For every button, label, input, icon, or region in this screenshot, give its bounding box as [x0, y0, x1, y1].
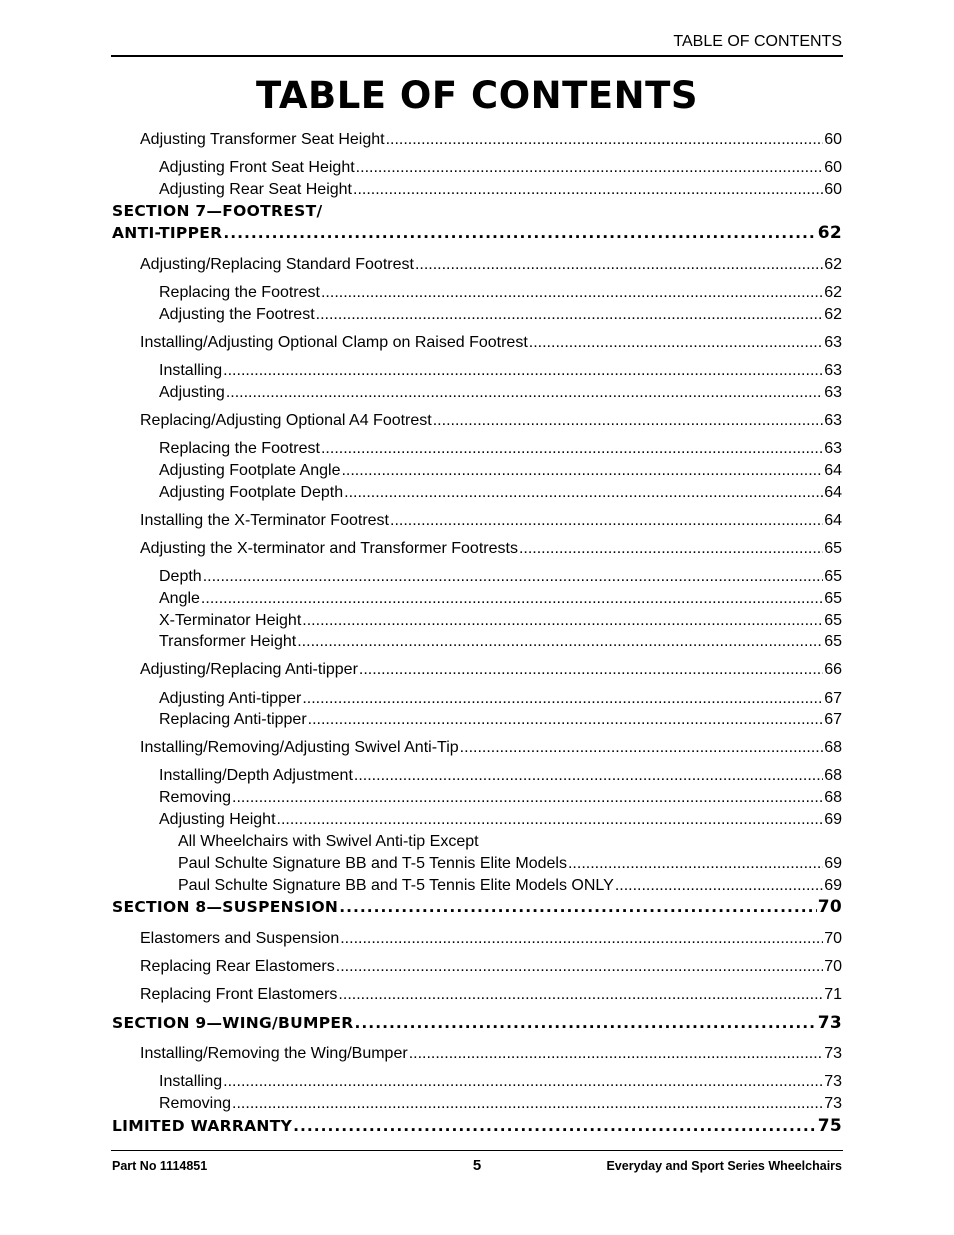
- running-header: TABLE OF CONTENTS: [673, 33, 842, 50]
- page-title: TABLE OF CONTENTS: [256, 74, 698, 117]
- dot-leader: [353, 180, 823, 200]
- toc-entry-page: 65: [824, 540, 842, 557]
- dot-leader: [615, 876, 823, 896]
- dot-leader: [302, 611, 823, 631]
- toc-entry-page: 73: [824, 1095, 842, 1112]
- toc-entry[interactable]: [140, 255, 842, 275]
- dot-leader: [223, 361, 823, 381]
- toc-entry[interactable]: [140, 130, 842, 150]
- toc-entry-label: Adjusting the X-terminator and Transformer Footrests: [140, 540, 518, 557]
- toc-entry-page: 63: [824, 412, 842, 429]
- dot-leader: [316, 305, 824, 325]
- toc-entry-label: Installing: [159, 1073, 223, 1090]
- toc-entry-page: 60: [824, 131, 842, 148]
- toc-entry-label: Adjusting: [159, 384, 225, 401]
- toc-entry[interactable]: [159, 810, 842, 830]
- dot-leader: [232, 788, 823, 808]
- toc-entry-label: Installing/Depth Adjustment: [159, 767, 353, 784]
- toc-entry[interactable]: [159, 611, 842, 631]
- dot-leader: [321, 283, 823, 303]
- toc-section-entry[interactable]: [112, 222, 842, 244]
- dot-leader: [529, 333, 823, 353]
- dot-leader: [277, 810, 824, 830]
- toc-entry-page: 67: [824, 711, 842, 728]
- toc-entry-page: 65: [824, 633, 842, 650]
- toc-entry-page: 62: [817, 223, 842, 243]
- toc-entry[interactable]: [159, 1094, 842, 1114]
- toc-entry[interactable]: [178, 876, 842, 896]
- toc-entry-page: 73: [824, 1073, 842, 1090]
- toc-entry-label: Adjusting Anti-tipper: [159, 690, 302, 707]
- toc-entry-label: Installing/Removing/Adjusting Swivel Anti-Tip: [140, 739, 459, 756]
- dot-leader: [201, 589, 823, 609]
- toc-entry-page: 64: [824, 512, 842, 529]
- toc-entry-page: 66: [824, 661, 842, 678]
- toc-entry[interactable]: [159, 283, 842, 303]
- toc-entry[interactable]: [159, 567, 842, 587]
- toc-entry-label: Replacing Anti-tipper: [159, 711, 307, 728]
- toc-entry[interactable]: [159, 710, 842, 730]
- toc-entry[interactable]: [140, 738, 842, 758]
- toc-entry-label: Adjusting the Footrest: [159, 306, 315, 323]
- dot-leader: [338, 985, 823, 1005]
- dot-leader: [356, 158, 824, 178]
- toc-entry-label: Adjusting Footplate Depth: [159, 484, 344, 501]
- toc-entry-page: 64: [824, 462, 842, 479]
- toc-entry-page: 63: [824, 334, 842, 351]
- toc-section-entry[interactable]: [112, 896, 842, 918]
- toc-entry[interactable]: [140, 660, 842, 680]
- toc-entry[interactable]: [159, 361, 842, 381]
- dot-leader: [519, 539, 823, 559]
- toc-entry-page: 64: [824, 484, 842, 501]
- toc-entry-label: Installing the X-Terminator Footrest: [140, 512, 389, 529]
- dot-leader: [223, 1072, 823, 1092]
- toc-entry-page: 75: [817, 1116, 842, 1136]
- toc-entry-page: 65: [824, 590, 842, 607]
- toc-entry-page: 63: [824, 362, 842, 379]
- toc-entry-label: Depth: [159, 568, 202, 585]
- toc-entry[interactable]: [159, 305, 842, 325]
- toc-entry-page: 65: [824, 568, 842, 585]
- toc-entry-label: Installing: [159, 362, 223, 379]
- toc-entry-label: Replacing/Adjusting Optional A4 Footrest: [140, 412, 432, 429]
- dot-leader: [460, 738, 824, 758]
- toc-entry[interactable]: [159, 589, 842, 609]
- dot-leader: [568, 854, 823, 874]
- toc-entry-page: 65: [824, 612, 842, 629]
- toc-entry[interactable]: [140, 333, 842, 353]
- dot-leader: [223, 222, 816, 244]
- dot-leader: [293, 1115, 817, 1137]
- dot-leader: [203, 567, 824, 587]
- dot-leader: [409, 1044, 824, 1064]
- dot-leader: [359, 660, 823, 680]
- dot-leader: [433, 411, 823, 431]
- toc-entry-page: 62: [824, 284, 842, 301]
- footer-part-number: Part No 1114851: [112, 1159, 208, 1173]
- toc-entry-page: 62: [824, 306, 842, 323]
- dot-leader: [415, 255, 823, 275]
- toc-entry[interactable]: [140, 1044, 842, 1064]
- toc-entry-label: Removing: [159, 1095, 232, 1112]
- dot-leader: [226, 383, 823, 403]
- toc-entry-label: Installing/Removing the Wing/Bumper: [140, 1045, 408, 1062]
- toc-entry-page: 70: [824, 930, 842, 947]
- toc-entry-page: 69: [824, 877, 842, 894]
- toc-entry-page: 73: [824, 1045, 842, 1062]
- toc-entry[interactable]: [159, 158, 842, 178]
- dot-leader: [386, 130, 824, 150]
- toc-entry[interactable]: [159, 632, 842, 652]
- toc-entry-label: Installing/Adjusting Optional Clamp on Raised Footrest: [140, 334, 528, 351]
- toc-entry-label: Replacing Rear Elastomers: [140, 958, 335, 975]
- toc-entry-label: Replacing the Footrest: [159, 440, 320, 457]
- toc-entry[interactable]: [140, 985, 842, 1005]
- toc-entry[interactable]: [140, 929, 842, 949]
- dot-leader: [297, 632, 823, 652]
- toc-entry[interactable]: [159, 689, 842, 709]
- toc-entry-label: Replacing the Footrest: [159, 284, 320, 301]
- toc-entry-page: 67: [824, 690, 842, 707]
- dot-leader: [390, 511, 823, 531]
- toc-entry-page: 60: [824, 181, 842, 198]
- dot-leader: [341, 461, 823, 481]
- toc-entry-page: 63: [824, 440, 842, 457]
- section-heading-line: SECTION 7—FOOTREST/: [112, 202, 323, 220]
- dot-leader: [308, 710, 824, 730]
- dot-leader: [354, 766, 823, 786]
- toc-entry-label: SECTION 9—WING/BUMPER: [112, 1014, 354, 1032]
- dot-leader: [339, 896, 817, 918]
- toc-entry[interactable]: [159, 180, 842, 200]
- toc-entry-label: Adjusting/Replacing Standard Footrest: [140, 256, 414, 273]
- toc-entry-label: ANTI-TIPPER: [112, 224, 223, 242]
- toc-entry-page: 68: [824, 767, 842, 784]
- footer-rule: [111, 1150, 843, 1151]
- toc-entry-page: 68: [824, 739, 842, 756]
- toc-entry-label: Adjusting Front Seat Height: [159, 159, 355, 176]
- toc-entry[interactable]: [159, 1072, 842, 1092]
- toc-entry-label: SECTION 8—SUSPENSION: [112, 898, 339, 916]
- toc-subheading-line: All Wheelchairs with Swivel Anti-tip Except: [178, 833, 479, 850]
- toc-entry[interactable]: [140, 511, 842, 531]
- toc-entry[interactable]: [140, 411, 842, 431]
- dot-leader: [232, 1094, 823, 1114]
- toc-section-entry[interactable]: [112, 1115, 842, 1137]
- toc-entry-label: Adjusting/Replacing Anti-tipper: [140, 661, 358, 678]
- toc-entry-label: Adjusting Footplate Angle: [159, 462, 341, 479]
- toc-entry[interactable]: [159, 461, 842, 481]
- toc-entry-label: Replacing Front Elastomers: [140, 986, 338, 1003]
- toc-entry-label: X-Terminator Height: [159, 612, 302, 629]
- toc-entry[interactable]: [140, 539, 842, 559]
- toc-entry-page: 69: [824, 811, 842, 828]
- toc-entry[interactable]: [159, 788, 842, 808]
- toc-entry-label: Adjusting Rear Seat Height: [159, 181, 352, 198]
- dot-leader: [344, 483, 823, 503]
- footer-product-name: Everyday and Sport Series Wheelchairs: [606, 1159, 842, 1173]
- toc-entry-page: 62: [824, 256, 842, 273]
- toc-entry-label: Adjusting Transformer Seat Height: [140, 131, 385, 148]
- toc-entry-page: 70: [817, 897, 842, 917]
- toc-entry-page: 63: [824, 384, 842, 401]
- toc-entry-label: Adjusting Height: [159, 811, 276, 828]
- toc-entry-page: 73: [817, 1013, 842, 1033]
- toc-entry[interactable]: [159, 766, 842, 786]
- toc-entry[interactable]: [159, 383, 842, 403]
- dot-leader: [302, 689, 823, 709]
- toc-entry-label: LIMITED WARRANTY: [112, 1117, 293, 1135]
- toc-entry-page: 71: [824, 986, 842, 1003]
- toc-entry-label: Transformer Height: [159, 633, 297, 650]
- toc-entry[interactable]: [140, 957, 842, 977]
- dot-leader: [336, 957, 823, 977]
- toc-entry-label: Removing: [159, 789, 232, 806]
- toc-entry[interactable]: [159, 439, 842, 459]
- dot-leader: [340, 929, 823, 949]
- footer-page-number: 5: [472, 1157, 482, 1174]
- toc-entry[interactable]: [159, 483, 842, 503]
- header-rule: [111, 55, 843, 57]
- toc-entry-label: Elastomers and Suspension: [140, 930, 340, 947]
- toc-entry-page: 70: [824, 958, 842, 975]
- dot-leader: [321, 439, 823, 459]
- toc-entry-label: Paul Schulte Signature BB and T-5 Tennis Elite Models: [178, 855, 567, 872]
- dot-leader: [355, 1012, 817, 1034]
- toc-entry[interactable]: [178, 854, 842, 874]
- toc-entry-label: Paul Schulte Signature BB and T-5 Tennis Elite Models ONLY: [178, 877, 614, 894]
- toc-entry-page: 60: [824, 159, 842, 176]
- toc-entry-page: 68: [824, 789, 842, 806]
- toc-entry-label: Angle: [159, 590, 200, 607]
- toc-section-entry[interactable]: [112, 1012, 842, 1034]
- toc-entry-page: 69: [824, 855, 842, 872]
